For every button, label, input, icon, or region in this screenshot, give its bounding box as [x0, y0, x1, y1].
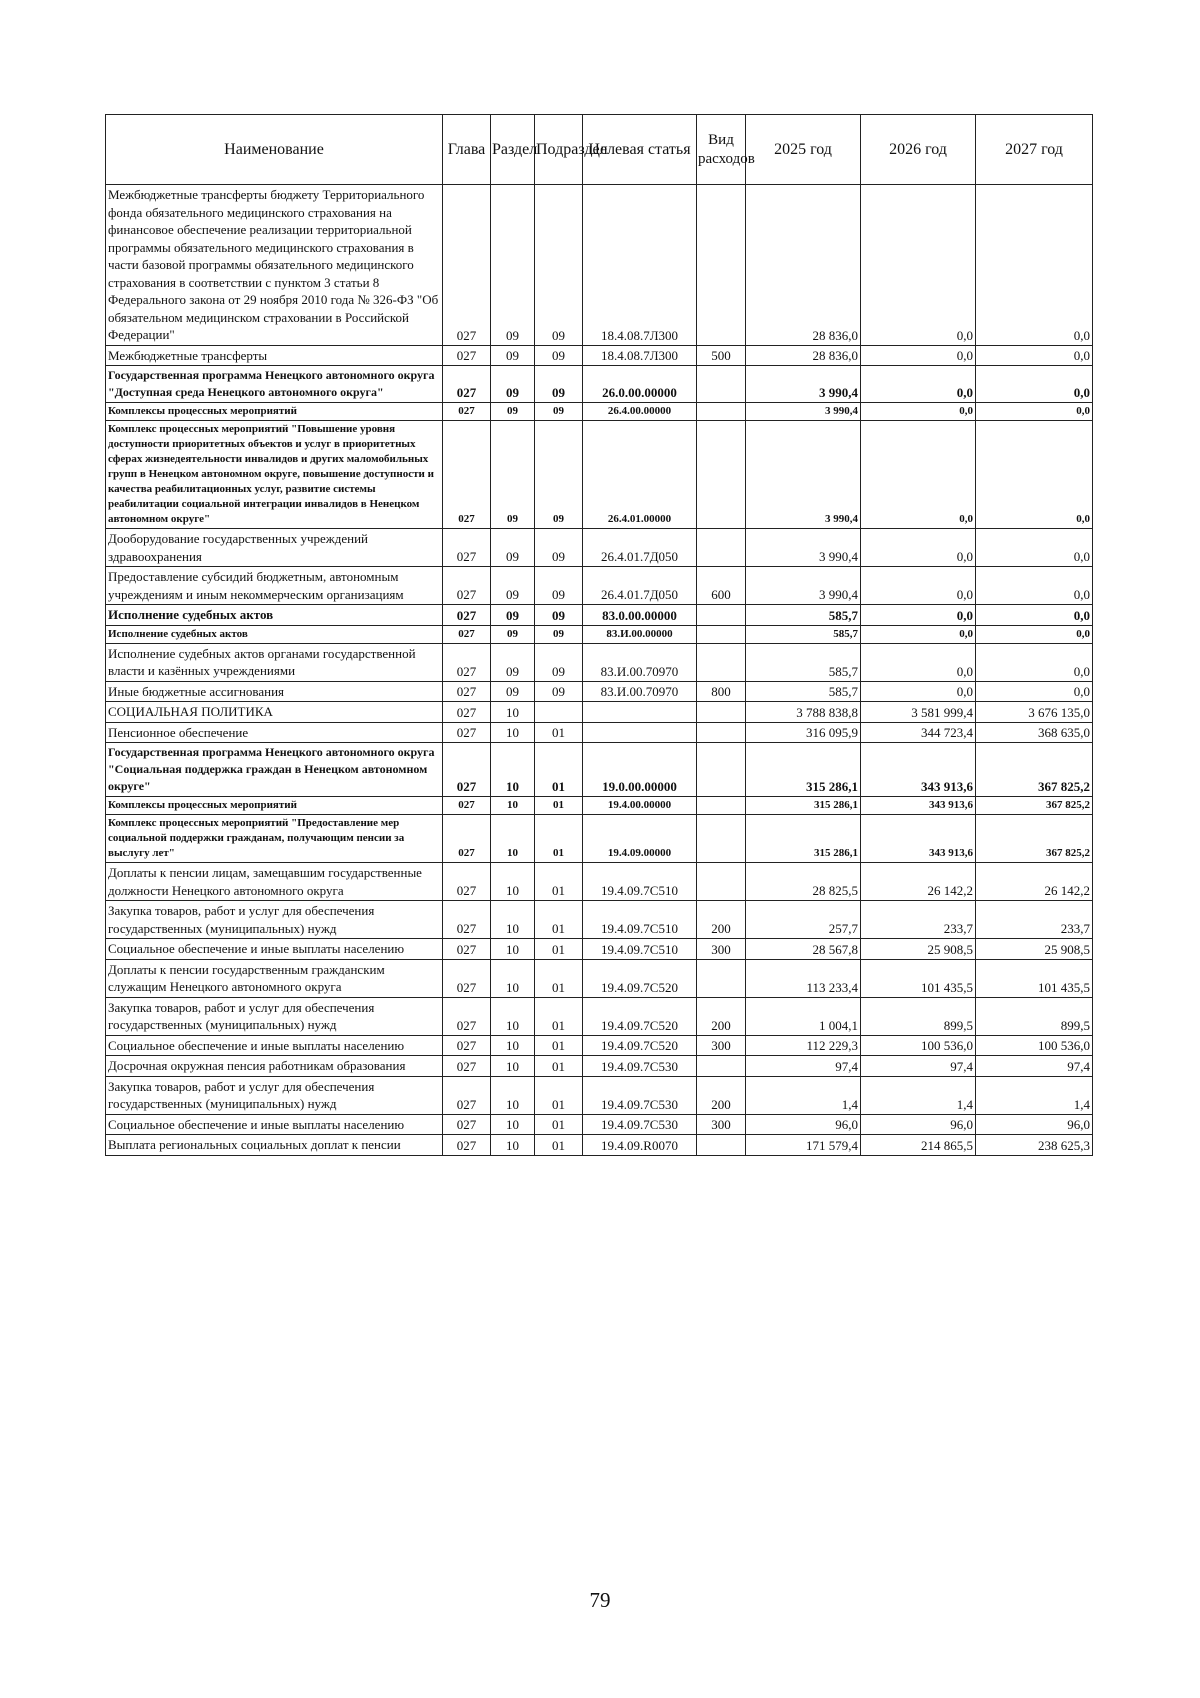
- cell-name: Доплаты к пенсии государственным гражданским служащим Ненецкого автономного округа: [106, 959, 443, 997]
- cell-vid: [697, 863, 746, 901]
- header-razdel: Раздел: [491, 115, 535, 185]
- cell-2025: 97,4: [746, 1056, 861, 1077]
- cell-vid: [697, 743, 746, 797]
- cell-target: [583, 702, 697, 723]
- cell-name: Социальное обеспечение и иные выплаты населению: [106, 939, 443, 960]
- cell-name: Иные бюджетные ассигнования: [106, 681, 443, 702]
- cell-2026: 0,0: [861, 366, 976, 403]
- cell-razdel: 09: [491, 529, 535, 567]
- cell-podrazdel: 01: [535, 901, 583, 939]
- header-vid: Вид расходов: [697, 115, 746, 185]
- cell-name: Предоставление субсидий бюджетным, автономным учреждениям и иным некоммерческим организациям: [106, 567, 443, 605]
- cell-2025: 3 990,4: [746, 421, 861, 529]
- cell-razdel: 09: [491, 366, 535, 403]
- cell-2026: 344 723,4: [861, 722, 976, 743]
- cell-vid: [697, 959, 746, 997]
- cell-target: 83.И.00.70970: [583, 681, 697, 702]
- table-row: [106, 743, 1093, 797]
- cell-target: 19.4.09.7С520: [583, 1035, 697, 1056]
- cell-2026: 0,0: [861, 681, 976, 702]
- cell-target: 26.4.01.7Д050: [583, 529, 697, 567]
- table-row: [106, 681, 1093, 702]
- cell-vid: [697, 1135, 746, 1156]
- cell-glava: 027: [443, 681, 491, 702]
- cell-podrazdel: 01: [535, 1076, 583, 1114]
- table-row: [106, 345, 1093, 366]
- cell-glava: 027: [443, 797, 491, 815]
- cell-razdel: 10: [491, 1076, 535, 1114]
- table-row: [106, 722, 1093, 743]
- cell-target: 19.4.09.7С510: [583, 901, 697, 939]
- cell-glava: 027: [443, 815, 491, 863]
- table-row: [106, 1114, 1093, 1135]
- cell-2026: 25 908,5: [861, 939, 976, 960]
- cell-glava: 027: [443, 643, 491, 681]
- cell-2026: 100 536,0: [861, 1035, 976, 1056]
- cell-vid: [697, 815, 746, 863]
- cell-vid: 200: [697, 1076, 746, 1114]
- cell-2025: 3 788 838,8: [746, 702, 861, 723]
- cell-name: Доплаты к пенсии лицам, замещавшим государственные должности Ненецкого автономного округа: [106, 863, 443, 901]
- cell-podrazdel: 01: [535, 815, 583, 863]
- cell-vid: [697, 185, 746, 346]
- cell-2025: 3 990,4: [746, 567, 861, 605]
- cell-podrazdel: 01: [535, 959, 583, 997]
- cell-glava: 027: [443, 863, 491, 901]
- cell-2027: 0,0: [976, 403, 1093, 421]
- cell-glava: 027: [443, 722, 491, 743]
- table-row: [106, 863, 1093, 901]
- cell-name: Исполнение судебных актов: [106, 625, 443, 643]
- cell-2027: 25 908,5: [976, 939, 1093, 960]
- cell-2025: 3 990,4: [746, 366, 861, 403]
- cell-name: Государственная программа Ненецкого автономного округа "Социальная поддержка граждан в Ненецком автономном округе": [106, 743, 443, 797]
- cell-podrazdel: 09: [535, 185, 583, 346]
- cell-glava: 027: [443, 421, 491, 529]
- table-row: [106, 959, 1093, 997]
- cell-podrazdel: [535, 702, 583, 723]
- cell-glava: 027: [443, 997, 491, 1035]
- cell-2025: 315 286,1: [746, 797, 861, 815]
- cell-2025: 316 095,9: [746, 722, 861, 743]
- cell-podrazdel: 01: [535, 1114, 583, 1135]
- cell-2026: 0,0: [861, 567, 976, 605]
- table-row: [106, 702, 1093, 723]
- cell-target: 26.4.00.00000: [583, 403, 697, 421]
- cell-vid: [697, 625, 746, 643]
- cell-razdel: 10: [491, 722, 535, 743]
- cell-2025: 3 990,4: [746, 529, 861, 567]
- cell-glava: 027: [443, 702, 491, 723]
- cell-vid: [697, 797, 746, 815]
- table-row: [106, 366, 1093, 403]
- cell-target: 83.0.00.00000: [583, 605, 697, 626]
- cell-razdel: 10: [491, 1056, 535, 1077]
- cell-glava: 027: [443, 1114, 491, 1135]
- cell-2025: 585,7: [746, 605, 861, 626]
- cell-vid: [697, 605, 746, 626]
- cell-2026: 0,0: [861, 403, 976, 421]
- cell-name: Выплата региональных социальных доплат к пенсии: [106, 1135, 443, 1156]
- cell-2027: 0,0: [976, 605, 1093, 626]
- cell-glava: 027: [443, 939, 491, 960]
- cell-2026: 97,4: [861, 1056, 976, 1077]
- table-row: [106, 939, 1093, 960]
- cell-glava: 027: [443, 529, 491, 567]
- page-number: 79: [589, 1588, 611, 1612]
- cell-2027: 367 825,2: [976, 797, 1093, 815]
- table-row: [106, 815, 1093, 863]
- cell-podrazdel: 09: [535, 403, 583, 421]
- cell-name: Комплексы процессных мероприятий: [106, 797, 443, 815]
- cell-2027: 100 536,0: [976, 1035, 1093, 1056]
- cell-target: 19.4.00.00000: [583, 797, 697, 815]
- cell-razdel: 09: [491, 345, 535, 366]
- cell-razdel: 09: [491, 681, 535, 702]
- cell-razdel: 09: [491, 421, 535, 529]
- cell-razdel: 09: [491, 185, 535, 346]
- cell-razdel: 10: [491, 959, 535, 997]
- cell-razdel: 10: [491, 863, 535, 901]
- cell-glava: 027: [443, 1056, 491, 1077]
- table-row: [106, 797, 1093, 815]
- cell-2027: 0,0: [976, 421, 1093, 529]
- cell-vid: [697, 529, 746, 567]
- cell-razdel: 09: [491, 605, 535, 626]
- cell-vid: [697, 403, 746, 421]
- cell-vid: [697, 702, 746, 723]
- cell-2025: 171 579,4: [746, 1135, 861, 1156]
- cell-2027: 367 825,2: [976, 815, 1093, 863]
- cell-glava: 027: [443, 1076, 491, 1114]
- cell-razdel: 10: [491, 797, 535, 815]
- table-row: [106, 1076, 1093, 1114]
- cell-vid: 800: [697, 681, 746, 702]
- cell-glava: 027: [443, 959, 491, 997]
- cell-target: 19.4.09.7С510: [583, 863, 697, 901]
- cell-2025: 585,7: [746, 681, 861, 702]
- cell-podrazdel: 01: [535, 722, 583, 743]
- cell-vid: 300: [697, 1114, 746, 1135]
- cell-vid: 500: [697, 345, 746, 366]
- cell-vid: [697, 366, 746, 403]
- cell-razdel: 09: [491, 625, 535, 643]
- cell-2027: 101 435,5: [976, 959, 1093, 997]
- cell-razdel: 10: [491, 1114, 535, 1135]
- table-row: [106, 605, 1093, 626]
- cell-2026: 96,0: [861, 1114, 976, 1135]
- cell-podrazdel: 09: [535, 529, 583, 567]
- cell-podrazdel: 01: [535, 743, 583, 797]
- cell-podrazdel: 09: [535, 625, 583, 643]
- cell-2027: 368 635,0: [976, 722, 1093, 743]
- header-target: Целевая статья: [583, 115, 697, 185]
- cell-2025: 585,7: [746, 625, 861, 643]
- cell-2026: 26 142,2: [861, 863, 976, 901]
- cell-razdel: 09: [491, 567, 535, 605]
- cell-2026: 0,0: [861, 625, 976, 643]
- cell-podrazdel: 09: [535, 345, 583, 366]
- cell-vid: [697, 643, 746, 681]
- cell-target: 19.4.09.7С530: [583, 1114, 697, 1135]
- cell-target: 19.4.09.R0070: [583, 1135, 697, 1156]
- cell-2027: 1,4: [976, 1076, 1093, 1114]
- cell-2027: 0,0: [976, 625, 1093, 643]
- cell-podrazdel: 09: [535, 681, 583, 702]
- cell-podrazdel: 01: [535, 1135, 583, 1156]
- cell-target: 19.4.09.7С510: [583, 939, 697, 960]
- cell-2025: 3 990,4: [746, 403, 861, 421]
- cell-2027: 0,0: [976, 366, 1093, 403]
- cell-glava: 027: [443, 1135, 491, 1156]
- cell-podrazdel: 01: [535, 797, 583, 815]
- table-row: [106, 567, 1093, 605]
- cell-2025: 257,7: [746, 901, 861, 939]
- cell-2027: 0,0: [976, 345, 1093, 366]
- cell-glava: 027: [443, 605, 491, 626]
- cell-2027: 0,0: [976, 529, 1093, 567]
- cell-glava: 027: [443, 403, 491, 421]
- table-row: [106, 1135, 1093, 1156]
- cell-name: Комплекс процессных мероприятий "Повышение уровня доступности приоритетных объектов и услуг в приоритетных сферах жизнедеятельности инвалидов и других маломобильных групп в Ненецком автономном округе, повышение доступности и качества реабилитационных услуг, развитие системы реабилитации социальной интеграции инвалидов в Ненецком автономном округе": [106, 421, 443, 529]
- table-row: [106, 421, 1093, 529]
- cell-target: 19.4.09.7С530: [583, 1056, 697, 1077]
- cell-razdel: 10: [491, 997, 535, 1035]
- cell-2026: 343 913,6: [861, 815, 976, 863]
- cell-2025: 28 836,0: [746, 345, 861, 366]
- cell-2026: 343 913,6: [861, 743, 976, 797]
- cell-podrazdel: 01: [535, 997, 583, 1035]
- cell-razdel: 10: [491, 1035, 535, 1056]
- cell-target: 83.И.00.00000: [583, 625, 697, 643]
- cell-2026: 233,7: [861, 901, 976, 939]
- cell-name: Комплексы процессных мероприятий: [106, 403, 443, 421]
- cell-name: Комплекс процессных мероприятий "Предоставление мер социальной поддержки гражданам, получающим пенсии за выслугу лет": [106, 815, 443, 863]
- cell-podrazdel: 01: [535, 1056, 583, 1077]
- header-2025: 2025 год: [746, 115, 861, 185]
- cell-2027: 899,5: [976, 997, 1093, 1035]
- table-header-row: [106, 115, 1093, 185]
- cell-razdel: 09: [491, 643, 535, 681]
- cell-2025: 315 286,1: [746, 743, 861, 797]
- cell-name: Государственная программа Ненецкого автономного округа "Доступная среда Ненецкого автономного округа": [106, 366, 443, 403]
- cell-2027: 0,0: [976, 681, 1093, 702]
- header-glava: Глава: [443, 115, 491, 185]
- cell-name: Социальное обеспечение и иные выплаты населению: [106, 1114, 443, 1135]
- table-row: [106, 403, 1093, 421]
- header-name: Наименование: [106, 115, 443, 185]
- cell-podrazdel: 01: [535, 863, 583, 901]
- table-body: [106, 185, 1093, 1156]
- table-row: [106, 1035, 1093, 1056]
- cell-podrazdel: 09: [535, 366, 583, 403]
- cell-2026: 3 581 999,4: [861, 702, 976, 723]
- cell-target: 19.4.09.7С520: [583, 997, 697, 1035]
- cell-podrazdel: 09: [535, 605, 583, 626]
- cell-2027: 238 625,3: [976, 1135, 1093, 1156]
- header-2026: 2026 год: [861, 115, 976, 185]
- table-row: [106, 529, 1093, 567]
- cell-2026: 0,0: [861, 643, 976, 681]
- cell-name: Исполнение судебных актов органами государственной власти и казённых учреждениями: [106, 643, 443, 681]
- cell-2025: 113 233,4: [746, 959, 861, 997]
- cell-2025: 28 825,5: [746, 863, 861, 901]
- cell-name: Закупка товаров, работ и услуг для обеспечения государственных (муниципальных) нужд: [106, 1076, 443, 1114]
- budget-table: [105, 114, 1093, 1156]
- cell-2026: 0,0: [861, 529, 976, 567]
- cell-name: Межбюджетные трансферты бюджету Территориального фонда обязательного медицинского страхования на финансовое обеспечение реализации территориальной программы обязательного медицинского страхования в части базовой программы обязательного медицинского страхования в соответствии с пунктом 3 статьи 8 Федерального закона от 29 ноября 2010 года № 326-ФЗ "Об обязательном медицинском страховании в Российской Федерации": [106, 185, 443, 346]
- cell-target: 19.4.09.00000: [583, 815, 697, 863]
- cell-2026: 1,4: [861, 1076, 976, 1114]
- cell-2026: 0,0: [861, 421, 976, 529]
- cell-podrazdel: 01: [535, 939, 583, 960]
- cell-razdel: 10: [491, 815, 535, 863]
- table-row: [106, 901, 1093, 939]
- cell-name: Межбюджетные трансферты: [106, 345, 443, 366]
- cell-name: Досрочная окружная пенсия работникам образования: [106, 1056, 443, 1077]
- cell-2025: 96,0: [746, 1114, 861, 1135]
- table-row: [106, 997, 1093, 1035]
- cell-2026: 0,0: [861, 345, 976, 366]
- header-podrazdel: Подраздел: [535, 115, 583, 185]
- cell-2026: 0,0: [861, 185, 976, 346]
- cell-target: 83.И.00.70970: [583, 643, 697, 681]
- cell-glava: 027: [443, 345, 491, 366]
- cell-2026: 0,0: [861, 605, 976, 626]
- cell-podrazdel: 09: [535, 643, 583, 681]
- cell-target: 26.4.01.00000: [583, 421, 697, 529]
- cell-podrazdel: 09: [535, 567, 583, 605]
- cell-2027: 0,0: [976, 185, 1093, 346]
- cell-2027: 0,0: [976, 567, 1093, 605]
- cell-vid: 200: [697, 997, 746, 1035]
- cell-razdel: 09: [491, 403, 535, 421]
- cell-target: 26.0.00.00000: [583, 366, 697, 403]
- cell-name: Закупка товаров, работ и услуг для обеспечения государственных (муниципальных) нужд: [106, 997, 443, 1035]
- cell-2027: 233,7: [976, 901, 1093, 939]
- cell-2025: 1 004,1: [746, 997, 861, 1035]
- table-row: [106, 643, 1093, 681]
- cell-2025: 112 229,3: [746, 1035, 861, 1056]
- cell-razdel: 10: [491, 702, 535, 723]
- cell-target: 19.0.00.00000: [583, 743, 697, 797]
- cell-vid: 600: [697, 567, 746, 605]
- cell-2027: 0,0: [976, 643, 1093, 681]
- cell-razdel: 10: [491, 901, 535, 939]
- cell-2025: 315 286,1: [746, 815, 861, 863]
- cell-vid: 300: [697, 939, 746, 960]
- cell-target: 19.4.09.7С530: [583, 1076, 697, 1114]
- cell-vid: [697, 722, 746, 743]
- cell-name: Закупка товаров, работ и услуг для обеспечения государственных (муниципальных) нужд: [106, 901, 443, 939]
- cell-glava: 027: [443, 743, 491, 797]
- cell-target: 18.4.08.7Л300: [583, 345, 697, 366]
- cell-target: 18.4.08.7Л300: [583, 185, 697, 346]
- table-row: [106, 185, 1093, 346]
- cell-2026: 214 865,5: [861, 1135, 976, 1156]
- cell-2027: 96,0: [976, 1114, 1093, 1135]
- cell-2025: 1,4: [746, 1076, 861, 1114]
- cell-2026: 101 435,5: [861, 959, 976, 997]
- cell-2025: 28 567,8: [746, 939, 861, 960]
- cell-razdel: 10: [491, 1135, 535, 1156]
- cell-target: [583, 722, 697, 743]
- cell-razdel: 10: [491, 939, 535, 960]
- cell-name: Исполнение судебных актов: [106, 605, 443, 626]
- cell-target: 19.4.09.7С520: [583, 959, 697, 997]
- cell-glava: 027: [443, 366, 491, 403]
- cell-2027: 97,4: [976, 1056, 1093, 1077]
- cell-2025: 585,7: [746, 643, 861, 681]
- cell-glava: 027: [443, 567, 491, 605]
- cell-glava: 027: [443, 185, 491, 346]
- table-row: [106, 625, 1093, 643]
- cell-vid: [697, 1056, 746, 1077]
- cell-podrazdel: 09: [535, 421, 583, 529]
- cell-2026: 343 913,6: [861, 797, 976, 815]
- cell-2027: 3 676 135,0: [976, 702, 1093, 723]
- cell-podrazdel: 01: [535, 1035, 583, 1056]
- cell-2025: 28 836,0: [746, 185, 861, 346]
- table-row: [106, 1056, 1093, 1077]
- cell-vid: [697, 421, 746, 529]
- cell-glava: 027: [443, 901, 491, 939]
- cell-vid: 300: [697, 1035, 746, 1056]
- cell-2026: 899,5: [861, 997, 976, 1035]
- cell-glava: 027: [443, 1035, 491, 1056]
- cell-2027: 367 825,2: [976, 743, 1093, 797]
- header-2027: 2027 год: [976, 115, 1093, 185]
- cell-2027: 26 142,2: [976, 863, 1093, 901]
- cell-glava: 027: [443, 625, 491, 643]
- cell-target: 26.4.01.7Д050: [583, 567, 697, 605]
- cell-vid: 200: [697, 901, 746, 939]
- cell-name: СОЦИАЛЬНАЯ ПОЛИТИКА: [106, 702, 443, 723]
- cell-name: Социальное обеспечение и иные выплаты населению: [106, 1035, 443, 1056]
- cell-name: Дооборудование государственных учреждений здравоохранения: [106, 529, 443, 567]
- cell-razdel: 10: [491, 743, 535, 797]
- cell-name: Пенсионное обеспечение: [106, 722, 443, 743]
